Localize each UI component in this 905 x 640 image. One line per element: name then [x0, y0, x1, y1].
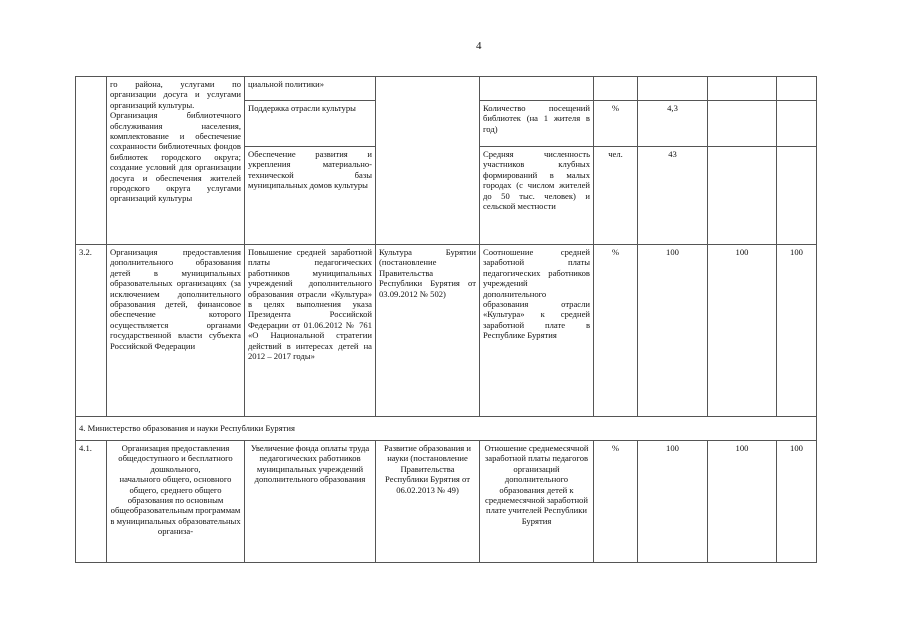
- section-row: [76, 417, 817, 441]
- indicator-cell: Отношение среднемесячной заработной платы педагогов организаций дополнительного образования детей к среднемесячной заработной плате учителей Республики Бурятия: [480, 441, 594, 563]
- indicator-cell: Соотношение средней заработной платы педагогических работников учреждений дополнительного образования отрасли «Культура» к средней заработной плате в Республике Бурятия: [480, 245, 594, 417]
- subtask-cell: Поддержка отрасли культуры: [245, 101, 376, 147]
- value-cell: 100: [708, 245, 777, 417]
- subtask-cell: циальной политики»: [245, 77, 376, 101]
- row-number: 3.2.: [76, 245, 107, 417]
- measure-cell: Увеличение фонда оплаты труда педагогических работников муниципальных учреждений дополнительного образования: [245, 441, 376, 563]
- row-number-cell: [76, 77, 107, 245]
- value-cell: [708, 147, 777, 245]
- indicator-cell: Средняя численность участников клубных формирований в малых городах (с числом жителей до 50 тыс. человек) и сельской местности: [480, 147, 594, 245]
- value-cell: [638, 77, 708, 101]
- value-cell: [708, 101, 777, 147]
- program-table: [75, 76, 817, 563]
- table-row: [76, 77, 817, 101]
- unit-cell: [594, 77, 638, 101]
- value-cell: 100: [777, 441, 817, 563]
- value-cell: 100: [638, 245, 708, 417]
- document-cell: Культура Бурятии (постановление Правительства Республики Бурятия от 03.09.2012 № 502): [376, 245, 480, 417]
- value-cell: [777, 147, 817, 245]
- program-cell: Организация предоставления дополнительного образования детей в муниципальных образовательных организациях (за исключением дополнительного образования детей, финансовое обеспечение которого осуществляется органами государственной власти субъекта Российской Федерации: [107, 245, 245, 417]
- page-number: 4: [476, 40, 482, 52]
- value-cell: 100: [638, 441, 708, 563]
- document-cell: Развитие образования и науки (постановление Правительства Республики Бурятия от 06.02.2013 № 49): [376, 441, 480, 563]
- indicator-cell: [480, 77, 594, 101]
- unit-cell: чел.: [594, 147, 638, 245]
- row-number: 4.1.: [76, 441, 107, 563]
- table-row: [76, 441, 817, 563]
- unit-cell: %: [594, 101, 638, 147]
- value-cell: 100: [708, 441, 777, 563]
- program-cell: Организация предоставления общедоступного и бесплатного дошкольного, начального общего, основного общего, среднего общего образования по основным общеобразовательным программам в муниципальных образовательных организа-: [107, 441, 245, 563]
- unit-cell: %: [594, 245, 638, 417]
- table-row: [76, 245, 817, 417]
- indicator-cell: Количество посещений библиотек (на 1 жителя в год): [480, 101, 594, 147]
- unit-cell: %: [594, 441, 638, 563]
- program-cell: го района, услугами по организации досуга и услугами организаций культуры. Организация библиотечного обслуживания населения, комплектование и обеспечение сохранности библиотечных фондов библиотек городского округа; создание условий для организации досуга и обеспечения жителей городского округа услугами организаций культуры: [107, 77, 245, 245]
- subtask-cell: Обеспечение развития и укрепления материально-технической базы муниципальных домов культуры: [245, 147, 376, 245]
- value-cell: 100: [777, 245, 817, 417]
- value-cell: [708, 77, 777, 101]
- value-cell: [777, 101, 817, 147]
- value-cell: 43: [638, 147, 708, 245]
- section-heading: 4. Министерство образования и науки Республики Бурятия: [76, 417, 817, 441]
- measure-cell: Повышение средней заработной платы педагогических работников муниципальных учреждений дополнительного образования отрасли «Культура» в целях выполнения указа Президента Российской Федерации от 01.06.2012 № 761 «О Национальной стратегии действий в интересах детей на 2012 – 2017 годы»: [245, 245, 376, 417]
- value-cell: [777, 77, 817, 101]
- document-cell: [376, 77, 480, 245]
- value-cell: 4,3: [638, 101, 708, 147]
